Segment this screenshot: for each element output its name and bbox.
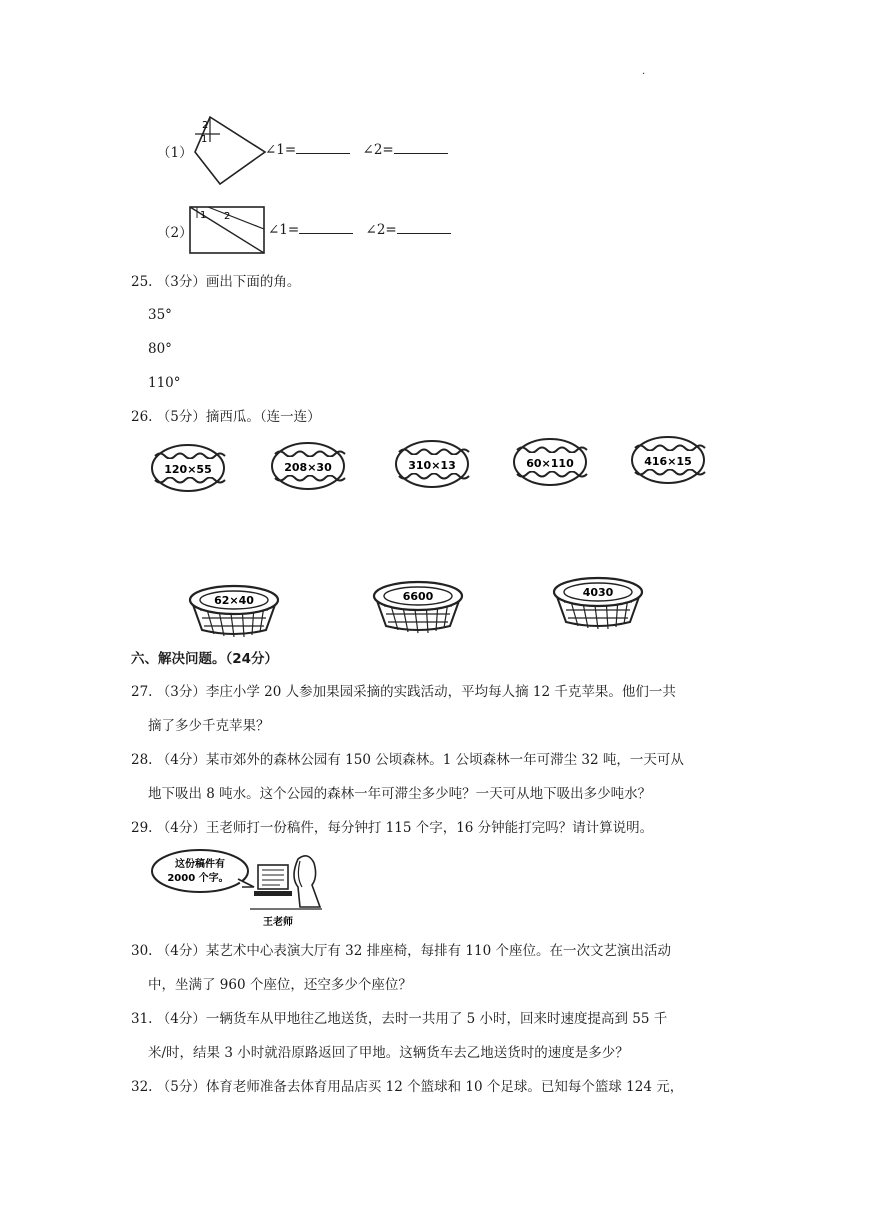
q26-title: 26. （5分）摘西瓜。（连一连）: [131, 409, 321, 425]
q31-line1: 31. （4分）一辆货车从甲地往乙地送货，去时一共用了 5 小时，回来时速度提高到 55 千: [131, 1011, 668, 1027]
q24-item2-angle2-blank[interactable]: [397, 221, 451, 234]
melon-3-label: 310×13: [408, 459, 456, 472]
q32-line1: 32. （5分）体育老师准备去体育用品店买 12 个篮球和 10 个足球。已知每个篮球 124 元，: [131, 1079, 684, 1095]
section6-heading: 六、解决问题。（24分）: [131, 651, 279, 667]
melon-1-label: 120×55: [164, 463, 212, 476]
basket-1-label: 62×40: [214, 594, 254, 607]
q25-angle-35: 35°: [148, 307, 172, 323]
q27-line2: 摘了多少千克苹果？: [148, 718, 270, 734]
q24-item2-angle2-label: ∠2=: [365, 222, 397, 238]
q24-item2-angle1-label: ∠1=: [268, 222, 300, 238]
melon-5-label: 416×15: [644, 455, 692, 468]
q29-bubble-line2: 2000 个字。: [167, 873, 229, 884]
melon-4[interactable]: [510, 436, 590, 488]
q24-item1-angle2-label: ∠2=: [362, 142, 394, 158]
melon-5[interactable]: [628, 434, 708, 486]
q28-line1: 28. （4分）某市郊外的森林公园有 150 公顷森林。1 公顷森林一年可滞尘 32 吨，一天可从: [131, 752, 684, 768]
q24-item1-number: （1）: [157, 145, 193, 161]
q25-angle-110: 110°: [148, 375, 181, 391]
q24-item2-number: （2）: [157, 225, 193, 241]
q24-item2-angle1-blank[interactable]: [299, 221, 353, 234]
q24-item1-angle2-blank[interactable]: [394, 141, 448, 154]
q24-item1-answers: [265, 141, 448, 158]
q29-caption: 王老师: [263, 917, 293, 928]
q24-item1-angle1-label: ∠1=: [265, 142, 297, 158]
basket-2-label: 6600: [402, 590, 434, 603]
q29-illustration: [150, 847, 325, 929]
q24-figure1-kite: [190, 112, 268, 188]
q24-fig2-digit-1: 1: [200, 210, 207, 221]
q27-line1: 27. （3分）李庄小学 20 人参加果园采摘的实践活动，平均每人摘 12 千克苹果。他们一共: [131, 684, 676, 700]
q25-title: 25. （3分）画出下面的角。: [131, 274, 301, 290]
basket-3[interactable]: [550, 572, 646, 630]
q24-item2-answers: [268, 221, 451, 238]
melon-2[interactable]: [268, 440, 348, 492]
q24-figure2-rectangle: [188, 204, 268, 256]
basket-1[interactable]: [186, 580, 282, 638]
melon-4-label: 60×110: [526, 457, 574, 470]
melon-3[interactable]: [392, 438, 472, 490]
corner-dot: .: [642, 66, 646, 77]
q24-item1-angle1-blank[interactable]: [296, 141, 350, 154]
q24-fig1-digit-1: 1: [201, 134, 208, 145]
q29-line1: 29. （4分）王老师打一份稿件，每分钟打 115 个字，16 分钟能打完吗？请计算说明。: [131, 820, 654, 836]
q28-line2: 地下吸出 8 吨水。这个公园的森林一年可滞尘多少吨？一天可从地下吸出多少吨水？: [148, 786, 652, 802]
basket-2[interactable]: [370, 576, 466, 634]
q30-line1: 30. （4分）某艺术中心表演大厅有 32 排座椅，每排有 110 个座位。在一次文艺演出活动: [131, 943, 671, 959]
q24-fig1-digit-2: 2: [202, 120, 209, 131]
q30-line2: 中，坐满了 960 个座位，还空多少个座位？: [148, 977, 412, 993]
q24-fig2-digit-2: 2: [224, 211, 231, 222]
melon-1[interactable]: [148, 442, 228, 494]
q29-bubble-line1: 这份稿件有: [175, 859, 225, 870]
q31-line2: 米/时，结果 3 小时就沿原路返回了甲地。这辆货车去乙地送货时的速度是多少？: [148, 1045, 629, 1061]
basket-3-label: 4030: [582, 586, 614, 599]
melon-2-label: 208×30: [284, 461, 332, 474]
q25-angle-80: 80°: [148, 341, 172, 357]
